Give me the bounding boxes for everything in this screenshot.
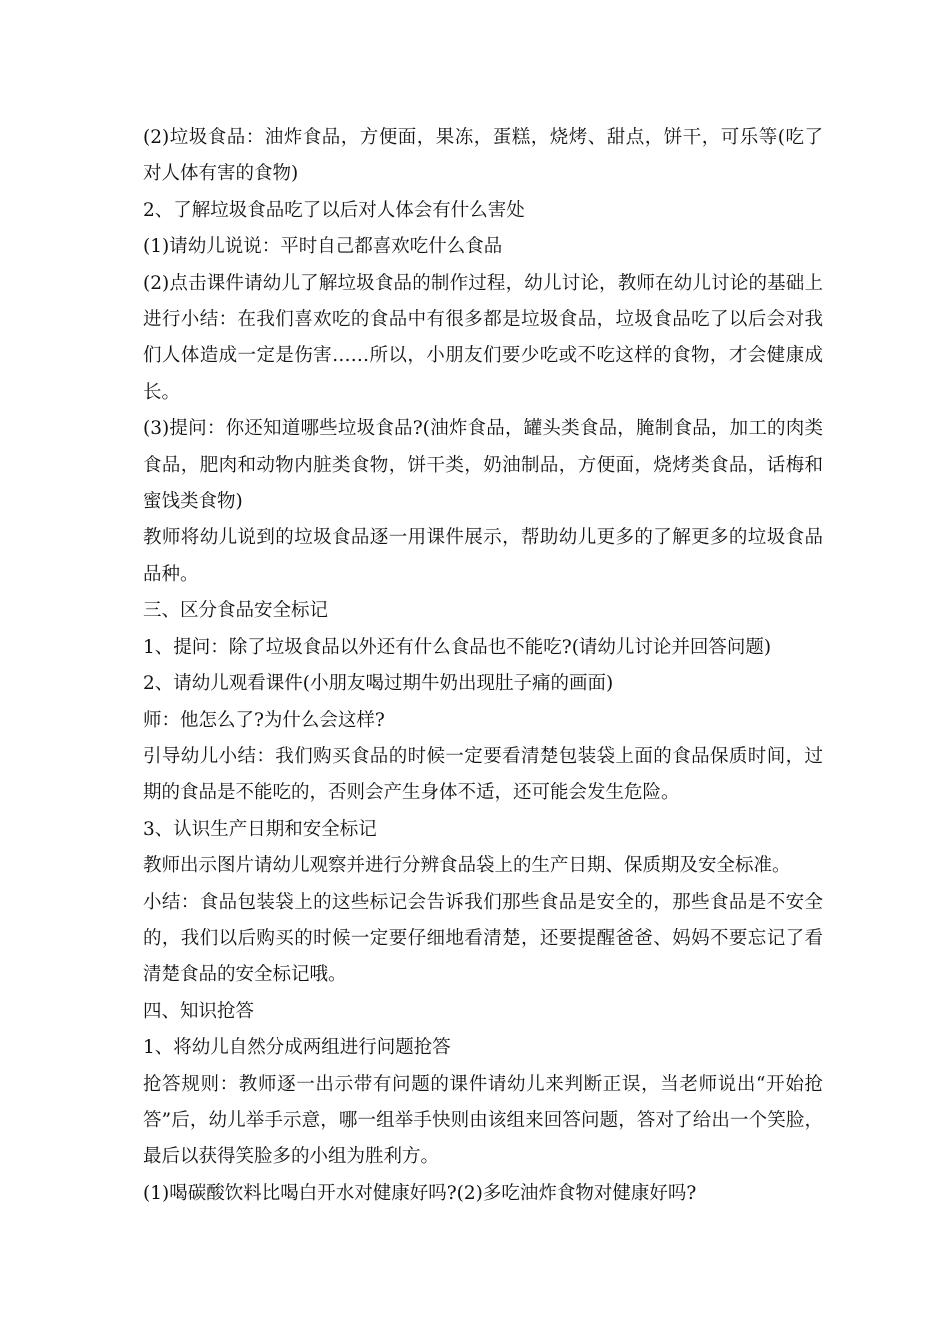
paragraph-step-2-harms: 2、了解垃圾食品吃了以后对人体会有什么害处 <box>143 199 525 221</box>
paragraph-split-groups: 1、将幼儿自然分成两组进行问题抢答 <box>143 1037 451 1059</box>
paragraph-quiz-questions: (1)喝碳酸饮料比喝白开水对健康好吗?(2)多吃油炸食物对健康好吗? <box>143 1182 697 1204</box>
paragraph-question-junk-foods: (3)提问：你还知道哪些垃圾食品?(油炸食品，罐头类食品，腌制食品，加工的肉类食品，肥肉和动物内脏类食物，饼干类，奶油制品，方便面，烧烤类食品，话梅和蜜饯类食物) <box>143 418 823 513</box>
paragraph-courseware-summary: (2)点击课件请幼儿了解垃圾食品的制作过程，幼儿讨论，教师在幼儿讨论的基础上进行小结：在我们喜欢吃的食品中有很多都是垃圾食品，垃圾食品吃了以后会对我们人体造成一定是伤害……所以，小朋友们要少吃或不吃这样的食物，才会健康成长。 <box>143 272 823 403</box>
document-body <box>143 120 823 1212</box>
paragraph-ask-favorite-food: (1)请幼儿说说：平时自己都喜欢吃什么食品 <box>143 236 503 258</box>
paragraph-teacher-pictures: 教师出示图片请幼儿观察并进行分辨食品袋上的生产日期、保质期及安全标准。 <box>143 855 791 877</box>
paragraph-question-other-foods: 1、提问：除了垃圾食品以外还有什么食品也不能吃?(请幼儿讨论并回答问题) <box>143 636 772 658</box>
paragraph-teacher-question: 师：他怎么了?为什么会这样? <box>143 709 385 731</box>
paragraph-labels-summary: 小结：食品包装袋上的这些标记会告诉我们那些食品是安全的，那些食品是不安全的，我们以后购买的时候一定要仔细地看清楚，还要提醒爸爸、妈妈不要忘记了看清楚食品的安全标记哦。 <box>143 891 823 986</box>
paragraph-watch-courseware: 2、请幼儿观看课件(小朋友喝过期牛奶出现肚子痛的画面) <box>143 673 614 695</box>
section-heading-quiz: 四、知识抢答 <box>143 1000 255 1022</box>
paragraph-junk-food-definition: (2)垃圾食品：油炸食品，方便面，果冻，蛋糕，烧烤、甜点，饼干，可乐等(吃了对人体有害的食物) <box>143 127 823 185</box>
paragraph-step-3-labels: 3、认识生产日期和安全标记 <box>143 818 377 840</box>
paragraph-teacher-display: 教师将幼儿说到的垃圾食品逐一用课件展示，帮助幼儿更多的了解更多的垃圾食品品种。 <box>143 527 823 585</box>
paragraph-guided-summary: 引导幼儿小结：我们购买食品的时候一定要看清楚包装袋上面的食品保质时间，过期的食品是不能吃的，否则会产生身体不适，还可能会发生危险。 <box>143 745 823 804</box>
paragraph-quiz-rules: 抢答规则：教师逐一出示带有问题的课件请幼儿来判断正误，当老师说出“开始抢答”后，幼儿举手示意，哪一组举手快则由该组来回答问题，答对了给出一个笑脸，最后以获得笑脸多的小组为胜利方。 <box>143 1073 823 1168</box>
section-heading-safety-labels: 三、区分食品安全标记 <box>143 600 329 622</box>
